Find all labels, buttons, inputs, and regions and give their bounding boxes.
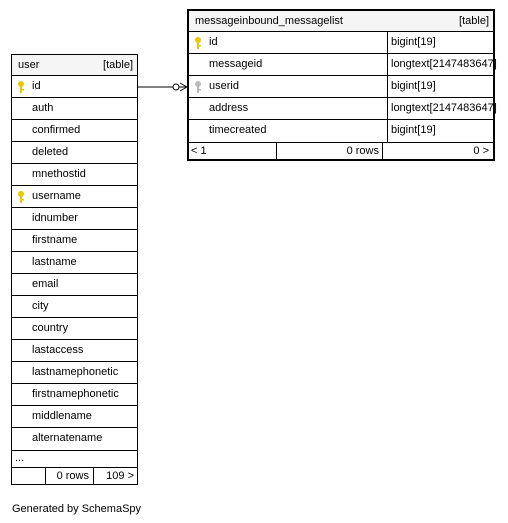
messagelist-column-label: timecreated	[209, 124, 267, 136]
user-column-row[interactable]	[12, 362, 137, 384]
user-footer-rows: 0 rows	[46, 468, 94, 484]
user-column-row[interactable]	[12, 208, 137, 230]
user-table-header[interactable]	[12, 55, 137, 76]
primary-key-icon	[16, 190, 26, 204]
user-column-name	[12, 384, 137, 405]
user-column-label: country	[32, 322, 69, 334]
user-table-footer	[12, 467, 137, 484]
user-footer-right: 109 >	[106, 470, 134, 482]
user-column-row[interactable]	[12, 384, 137, 406]
messagelist-column-row[interactable]	[189, 98, 497, 120]
relation-crowfoot-upper	[180, 83, 187, 87]
messagelist-column-name	[189, 98, 387, 119]
user-column-row[interactable]	[12, 142, 137, 164]
messagelist-column-label: address	[209, 102, 249, 114]
user-more-columns: ...	[12, 450, 137, 467]
messagelist-column-label: messageid	[209, 58, 263, 70]
user-column-row[interactable]	[12, 120, 137, 142]
user-column-label: middlename	[32, 410, 92, 422]
user-footer-left	[12, 468, 46, 484]
user-column-name	[12, 252, 137, 273]
user-column-label: email	[32, 278, 59, 290]
user-column-name	[12, 274, 137, 295]
messagelist-column-type: longtext[2147483647]	[387, 54, 493, 75]
user-column-row[interactable]	[12, 186, 137, 208]
messagelist-column-type: bigint[19]	[387, 32, 493, 53]
user-table-name: user	[18, 59, 40, 71]
user-column-name	[12, 296, 137, 317]
user-column-row[interactable]	[12, 98, 137, 120]
user-column-name	[12, 164, 137, 185]
schemaspy-credit[interactable]: Generated by SchemaSpy	[12, 503, 142, 515]
messagelist-column-row[interactable]	[189, 54, 497, 76]
user-column-name	[12, 120, 137, 141]
user-table-tag: [table]	[103, 59, 133, 71]
user-column-name	[12, 98, 137, 119]
user-column-name	[12, 362, 137, 383]
messagelist-column-row[interactable]	[189, 120, 493, 142]
user-column-row[interactable]	[12, 76, 137, 98]
user-column-name	[12, 230, 137, 251]
user-column-row[interactable]	[12, 164, 137, 186]
user-column-row[interactable]	[12, 428, 137, 450]
messagelist-column-row[interactable]	[189, 32, 493, 54]
user-column-label: confirmed	[32, 124, 81, 136]
messagelist-column-type: longtext[2147483647]	[387, 98, 493, 119]
user-column-name	[12, 318, 137, 339]
messagelist-column-name	[189, 32, 387, 53]
messagelist-column-label: userid	[209, 80, 239, 92]
user-column-name	[12, 142, 137, 163]
user-column-label: firstname	[32, 234, 78, 246]
messagelist-footer-left: < 1	[189, 143, 277, 159]
user-column-name	[12, 340, 137, 361]
user-column-label: lastaccess	[32, 344, 84, 356]
user-column-row[interactable]	[12, 318, 137, 340]
user-column-row[interactable]	[12, 340, 137, 362]
user-column-label: id	[32, 80, 41, 92]
messagelist-table[interactable]	[187, 9, 495, 161]
user-column-label: idnumber	[32, 212, 78, 224]
user-column-name	[12, 406, 137, 427]
messagelist-column-row[interactable]	[189, 76, 493, 98]
messagelist-table-name: messageinbound_messagelist	[195, 15, 343, 27]
user-column-name	[12, 76, 137, 97]
user-columns	[12, 76, 137, 450]
messagelist-column-type: bigint[19]	[387, 120, 493, 142]
messagelist-table-header[interactable]	[189, 11, 493, 32]
messagelist-table-tag: [table]	[459, 15, 489, 27]
primary-key-icon	[193, 36, 203, 50]
user-column-label: mnethostid	[32, 168, 86, 180]
messagelist-columns	[189, 32, 497, 142]
messagelist-column-name	[189, 76, 387, 97]
user-column-row[interactable]	[12, 406, 137, 428]
user-column-label: lastname	[32, 256, 77, 268]
messagelist-footer-right: 0 >	[473, 145, 489, 157]
messagelist-column-name	[189, 54, 387, 75]
messagelist-column-label: id	[209, 36, 218, 48]
relation-crowfoot-lower	[180, 87, 187, 91]
messagelist-table-footer	[189, 142, 493, 159]
user-column-row[interactable]	[12, 296, 137, 318]
user-column-label: lastnamephonetic	[32, 366, 119, 378]
user-column-label: firstnamephonetic	[32, 388, 119, 400]
user-column-label: alternatename	[32, 432, 103, 444]
relation-zero-marker	[173, 84, 179, 90]
user-table[interactable]	[11, 54, 138, 485]
primary-key-icon	[16, 80, 26, 94]
user-column-label: auth	[32, 102, 54, 114]
messagelist-footer-rows: 0 rows	[277, 143, 383, 159]
user-column-name	[12, 428, 137, 450]
messagelist-column-name	[189, 120, 387, 142]
user-column-row[interactable]	[12, 274, 137, 296]
user-column-name	[12, 208, 137, 229]
user-column-name	[12, 186, 137, 207]
user-column-row[interactable]	[12, 230, 137, 252]
user-column-label: deleted	[32, 146, 69, 158]
user-column-row[interactable]	[12, 252, 137, 274]
user-column-label: city	[32, 300, 49, 312]
messagelist-column-type: bigint[19]	[387, 76, 493, 97]
foreign-key-icon	[193, 80, 203, 94]
user-column-label: username	[32, 190, 81, 202]
